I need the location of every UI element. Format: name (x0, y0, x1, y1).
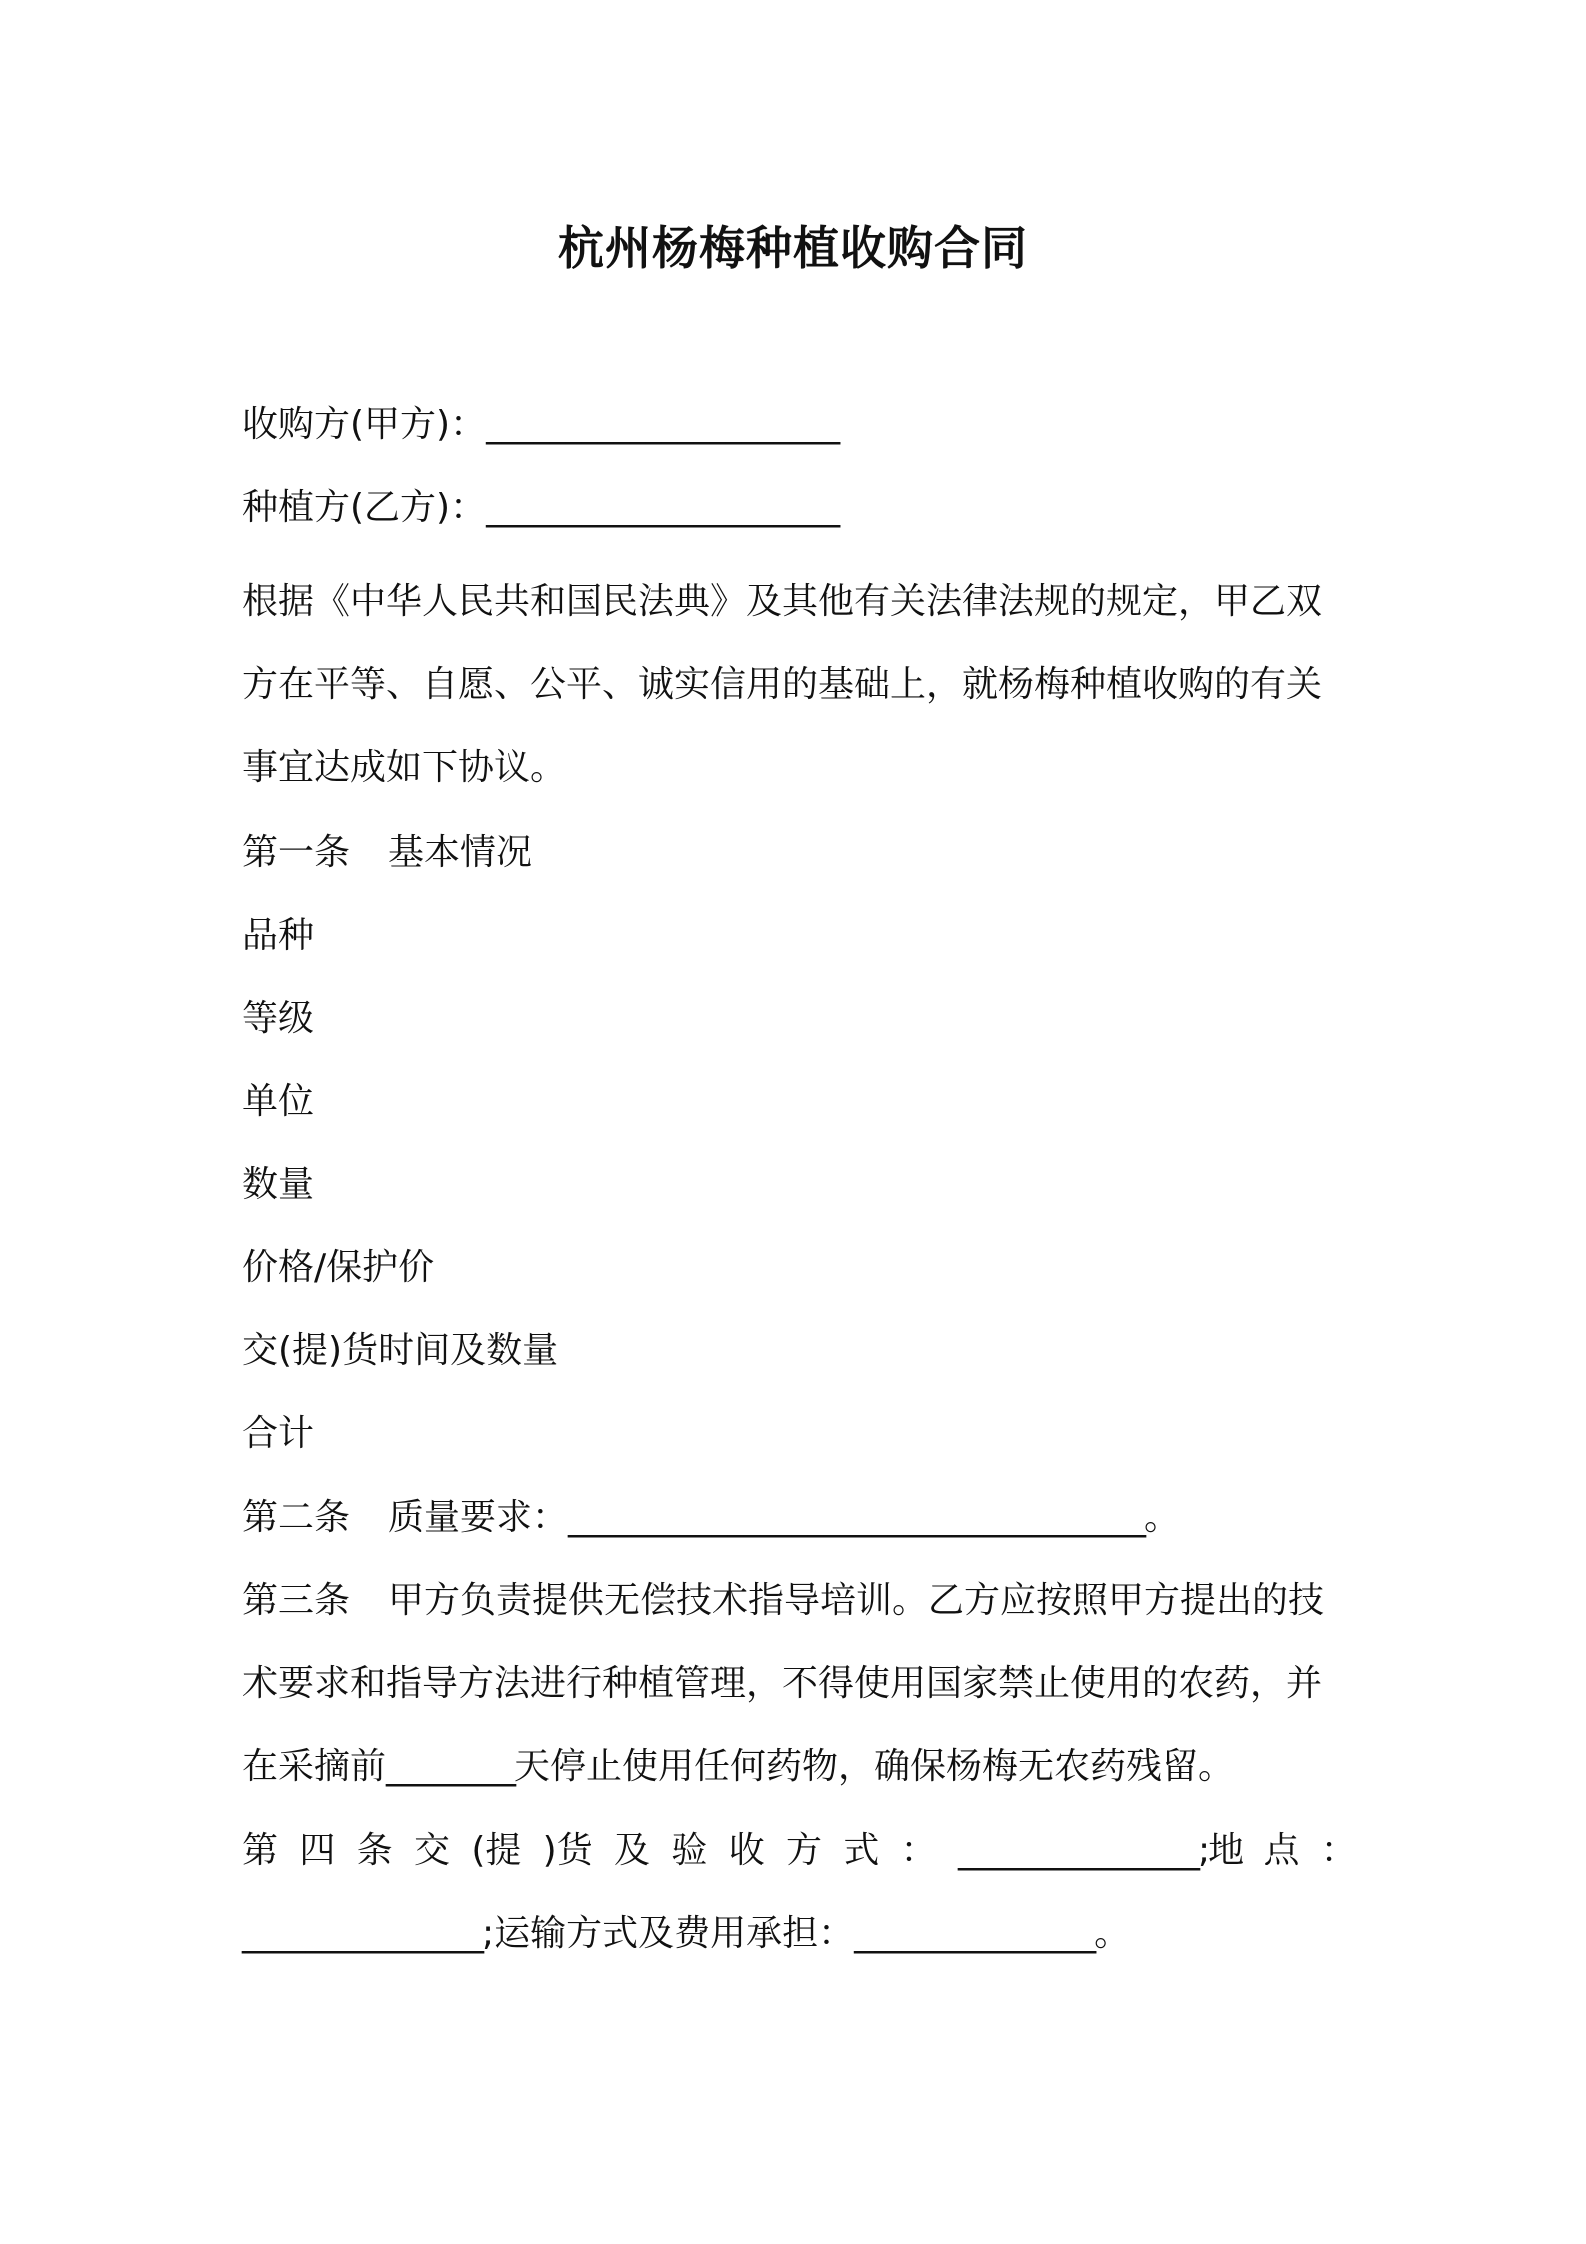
article-4-token: _______________;地 (958, 1830, 1243, 1871)
basic-item-unit: 单位 (242, 1081, 315, 1122)
page-title: 杭州杨梅种植收购合同 (558, 221, 1028, 275)
article-3-line-2: 术要求和指导方法进行种植管理，不得使用国家禁止使用的农药，并 (242, 1663, 1323, 1704)
article-2-blank: ____________________________________ (568, 1497, 1145, 1538)
article-3-before: 在采摘前 (242, 1746, 387, 1787)
article-4-token: )货 (542, 1830, 593, 1871)
article-4-token: ： (1320, 1830, 1357, 1871)
preamble-line-1: 根据《中华人民共和国民法典》及其他有关法律法规的规定，甲乙双 (242, 581, 1323, 622)
article-4-token: 收 (728, 1830, 765, 1871)
preamble-line-2: 方在平等、自愿、公平、诚实信用的基础上，就杨梅种植收购的有关 (242, 664, 1323, 705)
party-b-line (242, 483, 1357, 533)
article-2-text: 质量要求： (388, 1497, 569, 1538)
article-4-token: 及 (614, 1830, 651, 1871)
article-4-token: 第 (242, 1830, 279, 1871)
preamble-line-3: 事宜达成如下协议。 (242, 747, 567, 788)
article-4-blank-transport: _______________ (854, 1913, 1095, 1954)
party-b-label: 种植方(乙方)： (242, 487, 487, 528)
article-4-token: 四 (299, 1830, 336, 1871)
party-a-blank: ______________________ (486, 404, 839, 445)
article-4-blank-location: _______________ (242, 1913, 482, 1954)
article-1-title: 基本情况 (388, 832, 533, 873)
basic-item-quantity: 数量 (242, 1164, 315, 1205)
article-4-line-2 (242, 1909, 1357, 1959)
article-4-token: 式 (843, 1830, 880, 1871)
article-1-number: 第一条 (242, 832, 351, 873)
party-a-line (242, 400, 1357, 450)
article-4-token: 验 (671, 1830, 708, 1871)
article-3-after: 天停止使用任何药物，确保杨梅无农药残留。 (514, 1746, 1235, 1787)
basic-item-variety: 品种 (242, 915, 315, 956)
article-4-token: 点 (1263, 1830, 1300, 1871)
party-a-label: 收购方(甲方)： (242, 404, 487, 445)
article-3-line-3 (242, 1742, 1357, 1792)
article-4-token: 条 (356, 1830, 393, 1871)
basic-item-total: 合计 (242, 1413, 315, 1454)
article-2-end: 。 (1144, 1497, 1181, 1538)
article-4-line-1 (242, 1826, 1357, 1876)
article-4-token: 方 (786, 1830, 823, 1871)
article-4-token: (提 (471, 1830, 522, 1871)
article-4-end: 。 (1094, 1913, 1131, 1954)
article-3-blank: ________ (386, 1746, 515, 1787)
article-2-line (242, 1493, 1357, 1543)
basic-item-grade: 等级 (242, 998, 315, 1039)
article-3-number: 第三条 (242, 1580, 351, 1621)
article-1-heading (242, 828, 1357, 878)
basic-item-price: 价格/保护价 (242, 1247, 435, 1288)
article-4-transport-label: ;运输方式及费用承担： (482, 1913, 855, 1954)
article-4-token: ： (900, 1830, 937, 1871)
party-b-blank: ______________________ (486, 487, 839, 528)
article-2-number: 第二条 (242, 1497, 351, 1538)
basic-item-delivery: 交(提)货时间及数量 (242, 1330, 559, 1371)
article-4-token: 交 (413, 1830, 450, 1871)
article-3-line-1 (242, 1576, 1357, 1626)
article-3-text-1: 甲方负责提供无偿技术指导培训。乙方应按照甲方提出的技 (388, 1580, 1325, 1621)
